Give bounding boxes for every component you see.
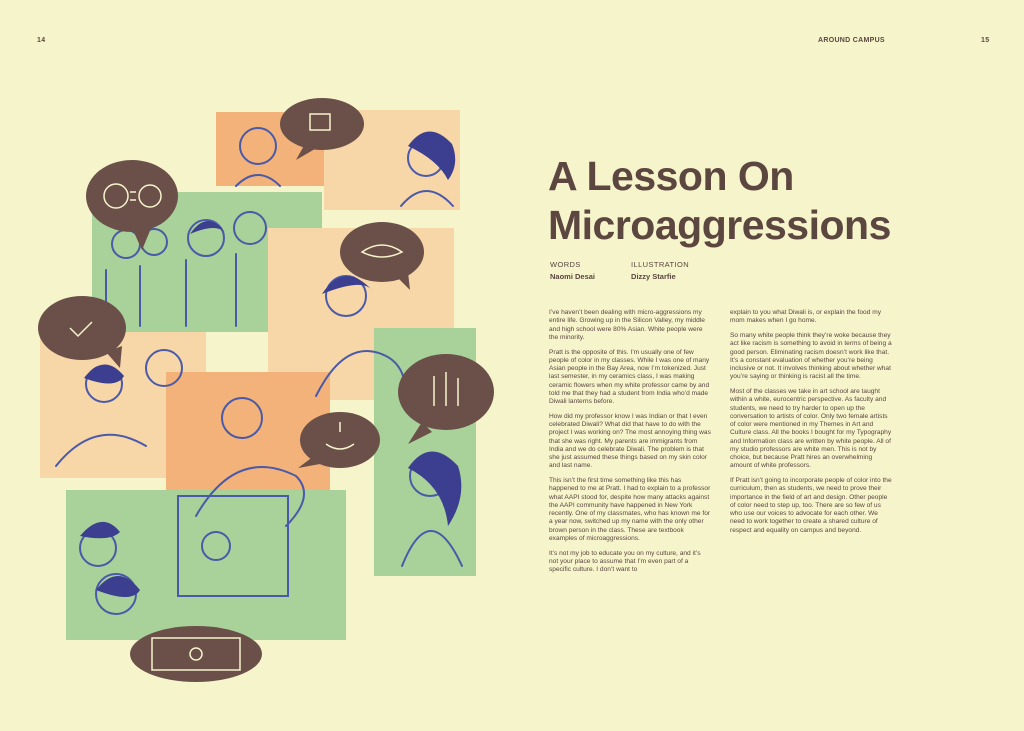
panel-bottom-green xyxy=(66,490,346,640)
body-column-1 xyxy=(549,309,711,581)
credit-words xyxy=(550,260,595,281)
body-paragraph: explain to you what Diwali is, or explain the food my mom makes when I go home. xyxy=(730,309,881,325)
credit-role: ILLUSTRATION xyxy=(631,260,690,269)
article-credits xyxy=(550,260,689,281)
body-paragraph: How did my professor know I was Indian or that I even celebrated Diwali? What did that have to do with the project I was working on? The most annoying thing was that she was right. My parents are immigrants from India and we do celebrate Diwali. The problem is that she just assumed these things based on my skin color and last name. xyxy=(549,412,711,470)
body-paragraph: If Pratt isn’t going to incorporate people of color into the curriculum, then as students, we need to prove their importance in the field of art and design. Other people of color need to step up, too. There are so few of us who use our voices to advocate for each other. We need to work together to create a shared culture of respect and equality on campus and beyond. xyxy=(730,477,892,534)
bubble-top-fist xyxy=(280,98,364,150)
page-number-right: 15 xyxy=(981,37,990,44)
body-paragraph: I’ve haven’t been dealing with micro-aggressions my entire life. Growing up in the Silicon Valley, my middle and high school were 80% Asian. White people were the minority. xyxy=(549,309,705,341)
comic-illustration xyxy=(36,96,498,686)
credit-name: Dizzy Starfie xyxy=(631,272,676,281)
page-number-left: 14 xyxy=(37,37,46,44)
credit-role: WORDS xyxy=(550,260,581,269)
body-paragraph: Pratt is the opposite of this. I’m usually one of few people of color in my classes. While I was one of many Asian people in the Bay Area, now I’m tokenized. Just last semester, in my ceramics class, I was making ceramic flowers when my white professor came by and told me that they had a student from India who’d made Diwali lanterns before. xyxy=(549,348,710,405)
credit-name: Naomi Desai xyxy=(550,272,596,281)
title-line-2: Microaggressions xyxy=(548,202,891,248)
running-head: AROUND CAMPUS xyxy=(818,37,885,44)
body-paragraph: This isn’t the first time something like this has happened to me at Pratt. I had to explain to a professor what AAPI stood for, despite how many attacks against the AAPI community have happened in New York recently. One of my classmates, who has known me for a year now, switched up my name with the only other brown person in the class. These are textbook examples of microaggressions. xyxy=(549,477,711,542)
article-title xyxy=(548,152,968,250)
bubble-flag xyxy=(130,626,262,682)
body-paragraph: Most of the classes we take in art school are taught within a white, eurocentric perspective. As faculty and students, we need to try harder to open up the conversation to artists of color. Only two female artists of color were mentioned in my Themes in Art and Culture class. All the books I bought for my Typography and Information class are written by white people. All of my studio professors are white men. This is not by choice, but because Pratt hires an overwhelming amount of white professors. xyxy=(730,388,892,470)
body-paragraph: It’s not my job to educate you on my culture, and it’s not your place to assume that I’m even part of a specific culture. I don’t want to xyxy=(549,549,701,573)
bubble-pizza xyxy=(340,222,424,282)
bubble-faces xyxy=(86,160,178,232)
credit-illustration xyxy=(631,260,689,281)
title-line-1: A Lesson On xyxy=(548,153,794,199)
body-paragraph: So many white people think they’re woke because they act like racism is something to avoid in terms of being a good person. Eliminating racism doesn’t work like that. It’s a constant evaluation of whether you’re being inclusive or not. It involves thinking about whether what you’re saying or thinking is racist all the time. xyxy=(730,332,892,381)
body-column-2 xyxy=(730,309,892,541)
